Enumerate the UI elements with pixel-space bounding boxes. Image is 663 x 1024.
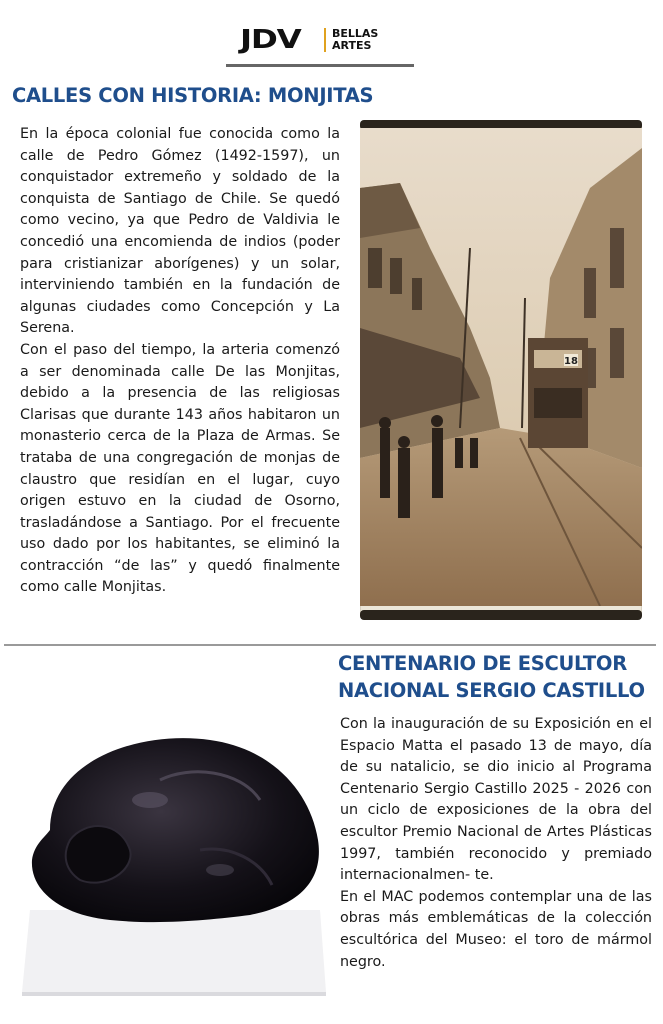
- logo-line2: ARTES: [332, 39, 372, 52]
- photo-border-bottom: [360, 610, 642, 620]
- section1-paragraph-2: Con el paso del tiempo, la arteria comenzó a ser denominada calle De las Monjitas, debido a la presencia de las religiosas Clarisas que durante 143 años habitaron un monasterio cerca de la Plaza de Armas. Se trataba de una congregación de monjas de claustro que residían en el lugar, cuyo origen estuvo en la ciudad de Osorno, trasladándose a Santiago. Por el frecuente uso dado por los habitantes, se eliminó la contracción “de las” y quedó finalmente como calle Monjitas.: [20, 341, 340, 596]
- section2-paragraph-2: En el MAC podemos contemplar una de las obras más emblemáticas de la colección escultórica del Museo: el toro de mármol negro.: [340, 888, 652, 970]
- brand-logo: [240, 24, 378, 56]
- logo-mark: JDV: [240, 25, 301, 55]
- section2-title-line2: NACIONAL SERGIO CASTILLO: [338, 679, 645, 702]
- historic-street-photo: [360, 120, 642, 620]
- section2-title-line1: CENTENARIO DE ESCULTOR: [338, 652, 627, 675]
- logo-line1: BELLAS: [332, 27, 379, 40]
- section2-body: [340, 714, 652, 973]
- section2-title: [338, 650, 645, 704]
- section1-paragraph-1: En la época colonial fue conocida como la calle de Pedro Gómez (1492-1597), un conquistador extremeño y soldado de la conquista de Santiago de Chile. Se quedó como vecino, ya que Pedro de Valdivia le concedió una encomienda de indios (poder para cristianizar aborígenes) y un solar, interviniendo también en la fundación de algunas ciudades como Concepción y La Serena.: [20, 126, 340, 337]
- black-marble-bull-sculpture: [10, 720, 330, 1000]
- street-photo-image: [360, 128, 642, 606]
- section-divider: [4, 644, 656, 646]
- header-divider: [226, 64, 414, 67]
- section2-paragraph-1: Con la inauguración de su Exposición en el Espacio Matta el pasado 13 de mayo, día de su natalicio, se dio inicio al Programa Centenario Sergio Castillo 2025 - 2026 con un ciclo de exposiciones de la obra del escultor Premio Nacional de Artes Plásticas 1997, también reconocido y premiado internacionalmen- te.: [340, 716, 652, 884]
- tram-number: 18: [564, 356, 578, 367]
- section1-body: [20, 124, 340, 599]
- section1-title: CALLES CON HISTORIA: MONJITAS: [12, 84, 374, 107]
